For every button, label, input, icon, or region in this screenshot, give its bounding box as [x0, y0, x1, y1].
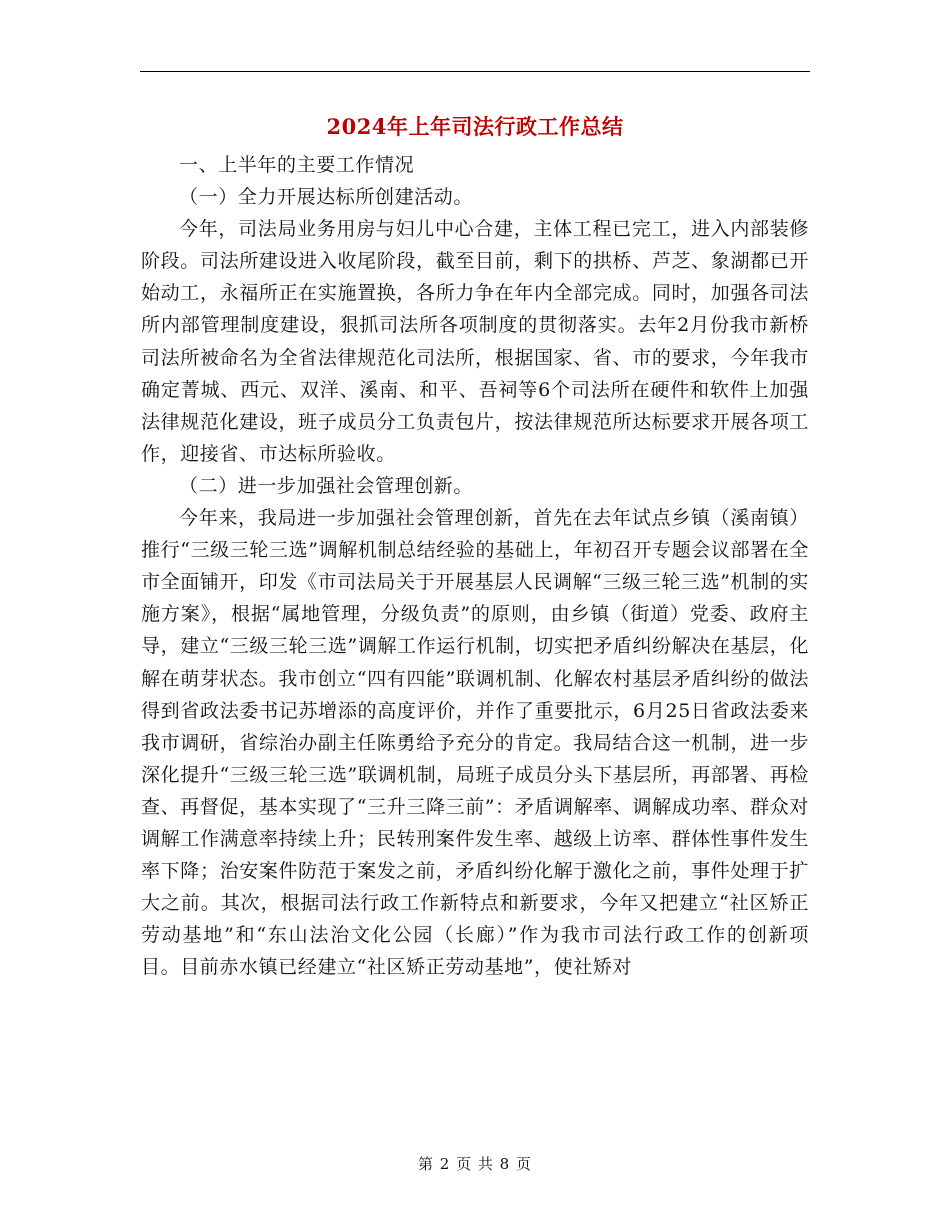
header-rule	[140, 71, 810, 72]
body-paragraph: 今年来，我局进一步加强社会管理创新，首先在去年试点乡镇（溪南镇）推行“三级三轮三选”调解机制总结经验的基础上，年初召开专题会议部署在全市全面铺开，印发《市司法局关于开展基层人民调解“三级三轮三选”机制的实施方案》，根据“属地管理，分级负责”的原则，由乡镇（街道）党委、政府主导，建立“三级三轮三选”调解工作运行机制，切实把矛盾纠纷解决在基层，化解在萌芽状态。我市创立“四有四能”联调机制、化解农村基层矛盾纠纷的做法得到省政法委书记苏增添的高度评价，并作了重要批示，6月25日省政法委来我市调研，省综治办副主任陈勇给予充分的肯定。我局结合这一机制，进一步深化提升“三级三轮三选”联调机制，局班子成员分头下基层所，再部署、再检查、再督促，基本实现了“三升三降三前”：矛盾调解率、调解成功率、群众对调解工作满意率持续上升；民转刑案件发生率、越级上访率、群体性事件发生率下降；治安案件防范于案发之前，矛盾纠纷化解于激化之前，事件处理于扩大之前。其次，根据司法行政工作新特点和新要求，今年又把建立“社区矫正劳动基地”和“东山法治文化公园（长廊）”作为我市司法行政工作的创新项目。目前赤水镇已经建立“社区矫正劳动基地”，使社矫对	[141, 507, 809, 979]
page-footer: 第 2 页 共 8 页	[418, 1155, 532, 1173]
document-body	[141, 149, 809, 983]
subsection-heading: （一）全力开展达标所创建活动。	[179, 186, 474, 209]
section-heading: 一、上半年的主要工作情况	[179, 154, 415, 176]
document-title: 2024年上年司法行政工作总结	[326, 114, 624, 139]
subsection-heading: （二）进一步加强社会管理创新。	[179, 474, 474, 497]
body-paragraph: 今年，司法局业务用房与妇儿中心合建，主体工程已完工，进入内部装修阶段。司法所建设进入收尾阶段，截至目前，剩下的拱桥、芦芝、象湖都已开始动工，永福所正在实施置换，各所力争在年内全部完成。同时，加强各司法所内部管理制度建设，狠抓司法所各项制度的贯彻落实。去年2月份我市新桥司法所被命名为全省法律规范化司法所，根据国家、省、市的要求，今年我市确定菁城、西元、双洋、溪南、和平、吾祠等6个司法所在硬件和软件上加强法律规范化建设，班子成员分工负责包片，按法律规范所达标要求开展各项工作，迎接省、市达标所验收。	[141, 218, 809, 465]
